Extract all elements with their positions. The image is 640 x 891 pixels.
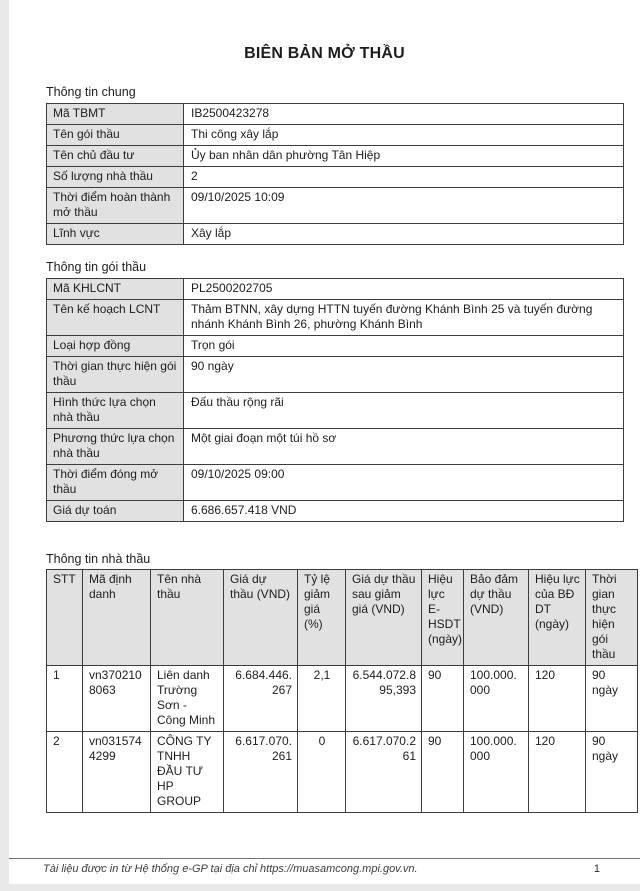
- bidders-header-row: [47, 570, 638, 666]
- table-row: [47, 300, 624, 336]
- column-header: Giá dự thầu (VND): [224, 570, 298, 666]
- cell-bao-dam-du-thau: 100.000.000: [464, 732, 529, 813]
- row-label: Phương thức lựa chọn nhà thầu: [47, 429, 184, 465]
- row-value: 09/10/2025 09:00: [184, 465, 624, 501]
- table-row: [47, 224, 624, 245]
- table-row: [47, 279, 624, 300]
- row-value: PL2500202705: [184, 279, 624, 300]
- row-value: Thảm BTNN, xây dựng HTTN tuyến đường Khánh Bình 25 và tuyến đường nhánh Khánh Bình 26, phường Khánh Bình: [184, 300, 624, 336]
- row-label: Thời điểm hoàn thành mở thầu: [47, 188, 184, 224]
- cell-hieu-luc-bddt: 120: [529, 666, 586, 732]
- cell-hieu-luc-bddt: 120: [529, 732, 586, 813]
- page-number: 1: [593, 863, 600, 875]
- table-row: [47, 393, 624, 429]
- cell-ten-nha-thau: Liên danh Trường Sơn - Công Minh: [151, 666, 224, 732]
- row-value: Ủy ban nhân dân phường Tân Hiệp: [184, 146, 624, 167]
- cell-ty-le-giam-gia: 2,1: [298, 666, 346, 732]
- table-row: [47, 146, 624, 167]
- cell-gia-du-thau: 6.617.070.261: [224, 732, 298, 813]
- cell-ma-dinh-danh: vn0315744299: [83, 732, 151, 813]
- row-label: Lĩnh vực: [47, 224, 184, 245]
- page-footer: [9, 858, 640, 876]
- cell-hieu-luc-ehsdt: 90: [422, 666, 464, 732]
- table-row: [47, 501, 624, 522]
- table-row: [47, 429, 624, 465]
- row-value: 90 ngày: [184, 357, 624, 393]
- column-header: Tỷ lệ giảm giá (%): [298, 570, 346, 666]
- column-header: Tên nhà thầu: [151, 570, 224, 666]
- footer-note: Tài liệu được in từ Hệ thống e-GP tại địa chỉ https://muasamcong.mpi.gov.vn.: [43, 863, 418, 875]
- row-label: Thời điểm đóng mở thầu: [47, 465, 184, 501]
- section-heading-package: Thông tin gói thầu: [46, 260, 147, 274]
- cell-ma-dinh-danh: vn3702108063: [83, 666, 151, 732]
- row-value: 2: [184, 167, 624, 188]
- table-row: [47, 357, 624, 393]
- bidder-row: [47, 666, 638, 732]
- section-heading-bidders: Thông tin nhà thầu: [46, 552, 151, 566]
- row-value: Xây lắp: [184, 224, 624, 245]
- bidder-row: [47, 732, 638, 813]
- row-value: Trọn gói: [184, 336, 624, 357]
- table-row: [47, 167, 624, 188]
- document-title: BIÊN BẢN MỞ THẦU: [244, 45, 405, 62]
- row-label: Số lượng nhà thầu: [47, 167, 184, 188]
- column-header: STT: [47, 570, 83, 666]
- column-header: Bảo đảm dự thầu (VND): [464, 570, 529, 666]
- row-label: Giá dự toán: [47, 501, 184, 522]
- row-label: Hình thức lựa chọn nhà thầu: [47, 393, 184, 429]
- cell-stt: 2: [47, 732, 83, 813]
- cell-hieu-luc-ehsdt: 90: [422, 732, 464, 813]
- table-row: [47, 125, 624, 146]
- cell-ty-le-giam-gia: 0: [298, 732, 346, 813]
- cell-stt: 1: [47, 666, 83, 732]
- column-header: Thời gian thực hiện gói thầu: [586, 570, 638, 666]
- table-row: [47, 465, 624, 501]
- column-header: Mã định danh: [83, 570, 151, 666]
- row-value: Đấu thầu rộng rãi: [184, 393, 624, 429]
- column-header: Giá dự thầu sau giảm giá (VND): [346, 570, 422, 666]
- cell-ten-nha-thau: CÔNG TY TNHH ĐẦU TƯ HP GROUP: [151, 732, 224, 813]
- table-row: [47, 188, 624, 224]
- row-value: IB2500423278: [184, 104, 624, 125]
- column-header: Hiệu lực E-HSDT (ngày): [422, 570, 464, 666]
- row-label: Thời gian thực hiện gói thầu: [47, 357, 184, 393]
- row-label: Mã TBMT: [47, 104, 184, 125]
- document-page: [9, 0, 640, 884]
- column-header: Hiệu lực của BĐ DT (ngày): [529, 570, 586, 666]
- row-label: Loại hợp đồng: [47, 336, 184, 357]
- row-label: Mã KHLCNT: [47, 279, 184, 300]
- cell-thoi-gian: 90 ngày: [586, 666, 638, 732]
- row-label: Tên chủ đầu tư: [47, 146, 184, 167]
- table-row: [47, 336, 624, 357]
- table-row: [47, 104, 624, 125]
- row-value: 09/10/2025 10:09: [184, 188, 624, 224]
- package-info-table: [46, 278, 624, 522]
- cell-gia-du-thau: 6.684.446.267: [224, 666, 298, 732]
- row-value: 6.686.657.418 VND: [184, 501, 624, 522]
- row-label: Tên kế hoạch LCNT: [47, 300, 184, 336]
- cell-bao-dam-du-thau: 100.000.000: [464, 666, 529, 732]
- general-info-table: [46, 103, 624, 245]
- cell-thoi-gian: 90 ngày: [586, 732, 638, 813]
- row-label: Tên gói thầu: [47, 125, 184, 146]
- row-value: Một giai đoạn một túi hồ sơ: [184, 429, 624, 465]
- cell-gia-sau-giam: 6.617.070.261: [346, 732, 422, 813]
- section-heading-general: Thông tin chung: [46, 85, 136, 99]
- bidders-table: [46, 569, 638, 813]
- cell-gia-sau-giam: 6.544.072.895,393: [346, 666, 422, 732]
- row-value: Thi công xây lắp: [184, 125, 624, 146]
